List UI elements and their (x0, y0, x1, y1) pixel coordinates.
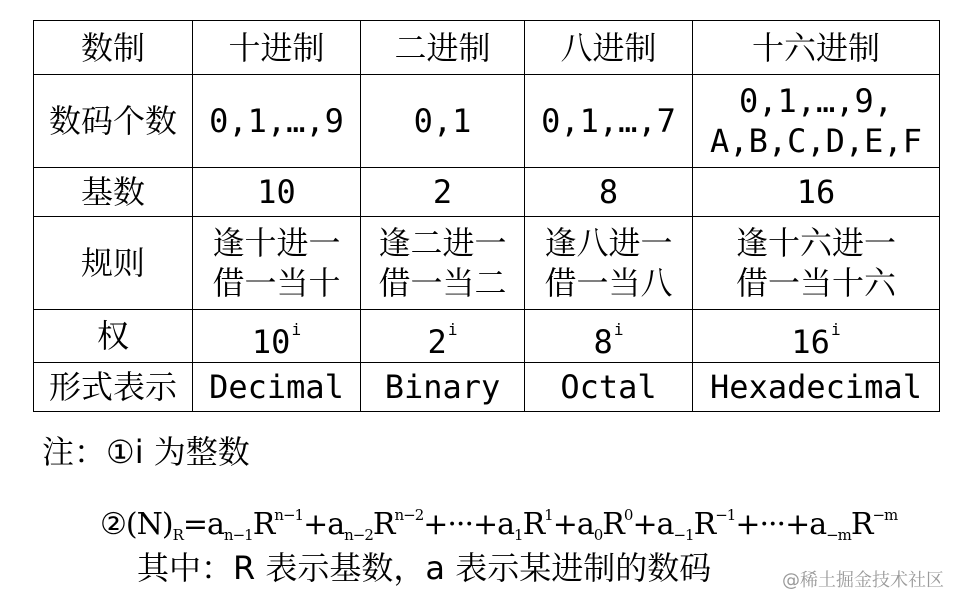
formula-plus: + (423, 507, 448, 542)
header-row (34, 21, 940, 75)
formula-a: a (656, 507, 674, 542)
formula-a: a (497, 507, 515, 542)
formula-marker: ② (100, 507, 126, 542)
formula-R: R (850, 507, 873, 542)
formula-a: a (327, 507, 345, 542)
formula-eq: = (182, 507, 208, 542)
note-integer: 注：①i 为整数 (42, 433, 250, 471)
formula-plus: + (473, 507, 498, 542)
number-system-table (33, 20, 940, 412)
cell-line: 0,1,…,9 (209, 102, 344, 140)
formula-sup: 0 (623, 506, 633, 524)
table-cell (693, 75, 940, 168)
digits-row (34, 75, 940, 168)
formula-sub: 1 (514, 526, 523, 544)
cell-line: 借一当十六 (735, 264, 896, 302)
formula-plus: + (552, 507, 577, 542)
note-formula (100, 495, 897, 555)
table-cell: 10 (193, 168, 361, 217)
table-cell (525, 75, 693, 168)
row-label: 规则 (34, 217, 193, 310)
header-cell: 十六进制 (693, 21, 940, 75)
header-cell: 二进制 (361, 21, 525, 75)
watermark: @稀土掘金技术社区 (782, 570, 944, 591)
formula-plus: + (632, 507, 657, 542)
formula-sup: −1 (715, 506, 736, 524)
formula-sup: n−2 (394, 506, 424, 524)
header-cell: 八进制 (525, 21, 693, 75)
table-cell: 8 (525, 168, 693, 217)
cell-line: 0,1,…,9, (738, 82, 894, 120)
table-cell: Decimal (193, 363, 361, 412)
table-cell (525, 310, 693, 363)
weight-base: 8 (593, 323, 613, 361)
weight-base: 2 (427, 323, 447, 361)
formula-plus: + (303, 507, 328, 542)
formula-plus: + (785, 507, 810, 542)
formula-R: R (372, 507, 395, 542)
table-cell (361, 75, 525, 168)
table-cell: 2 (361, 168, 525, 217)
formula-sub: n−1 (223, 526, 253, 544)
cell-line: 0,1,…,7 (541, 102, 676, 140)
formula-a: a (576, 507, 594, 542)
cell-line: A,B,C,D,E,F (710, 122, 922, 160)
weight-base: 16 (791, 323, 830, 361)
table-cell (693, 217, 940, 310)
row-label: 基数 (34, 168, 193, 217)
form-row (34, 363, 940, 412)
formula-sub: n−2 (344, 526, 373, 544)
formula-sub: −m (826, 526, 851, 544)
table-cell (193, 217, 361, 310)
formula-lhs-sub: R (172, 526, 183, 544)
table-cell: Hexadecimal (693, 363, 940, 412)
cell-line: 借一当十 (212, 264, 341, 302)
weight-exponent: i (613, 320, 624, 339)
formula-lhs: (N) (125, 507, 173, 542)
table-cell (361, 217, 525, 310)
formula-R: R (252, 507, 275, 542)
formula-dots: ··· (759, 507, 786, 542)
formula-plus: + (735, 507, 760, 542)
weight-exponent: i (830, 320, 841, 339)
row-label: 形式表示 (34, 363, 193, 412)
table-cell: Octal (525, 363, 693, 412)
weight-row (34, 310, 940, 363)
formula-sub: 0 (593, 526, 603, 544)
table-cell: Binary (361, 363, 525, 412)
formula-sup: −m (872, 506, 898, 524)
cell-line: 逢八进一 (544, 224, 673, 262)
base-row (34, 168, 940, 217)
rule-row (34, 217, 940, 310)
cell-line: 借一当二 (378, 264, 507, 302)
header-cell: 十进制 (193, 21, 361, 75)
formula-dots: ··· (447, 507, 473, 542)
table-cell (193, 310, 361, 363)
table-cell (525, 217, 693, 310)
weight-exponent: i (447, 320, 458, 339)
table-cell (361, 310, 525, 363)
formula-sup: n−1 (274, 506, 304, 524)
formula-R: R (693, 507, 716, 542)
weight-base: 10 (251, 323, 291, 361)
formula-a: a (809, 507, 827, 542)
cell-line: 借一当八 (544, 264, 673, 302)
formula-a: a (207, 507, 224, 542)
row-label: 数码个数 (34, 75, 193, 168)
cell-line: 逢二进一 (378, 224, 507, 262)
formula-R: R (522, 507, 545, 542)
header-cell: 数制 (34, 21, 193, 75)
cell-line: 逢十进一 (212, 224, 341, 262)
table-cell (193, 75, 361, 168)
cell-line: 0,1 (413, 102, 472, 140)
formula-R: R (602, 507, 624, 542)
note-explanation: 其中：R 表示基数，a 表示某进制的数码 (137, 549, 712, 587)
row-label: 权 (34, 310, 193, 363)
table-cell (693, 310, 940, 363)
cell-line: 逢十六进一 (735, 224, 896, 262)
formula-sub: −1 (673, 526, 694, 544)
table-cell: 16 (693, 168, 940, 217)
formula-sup: 1 (544, 506, 553, 524)
weight-exponent: i (291, 320, 302, 339)
